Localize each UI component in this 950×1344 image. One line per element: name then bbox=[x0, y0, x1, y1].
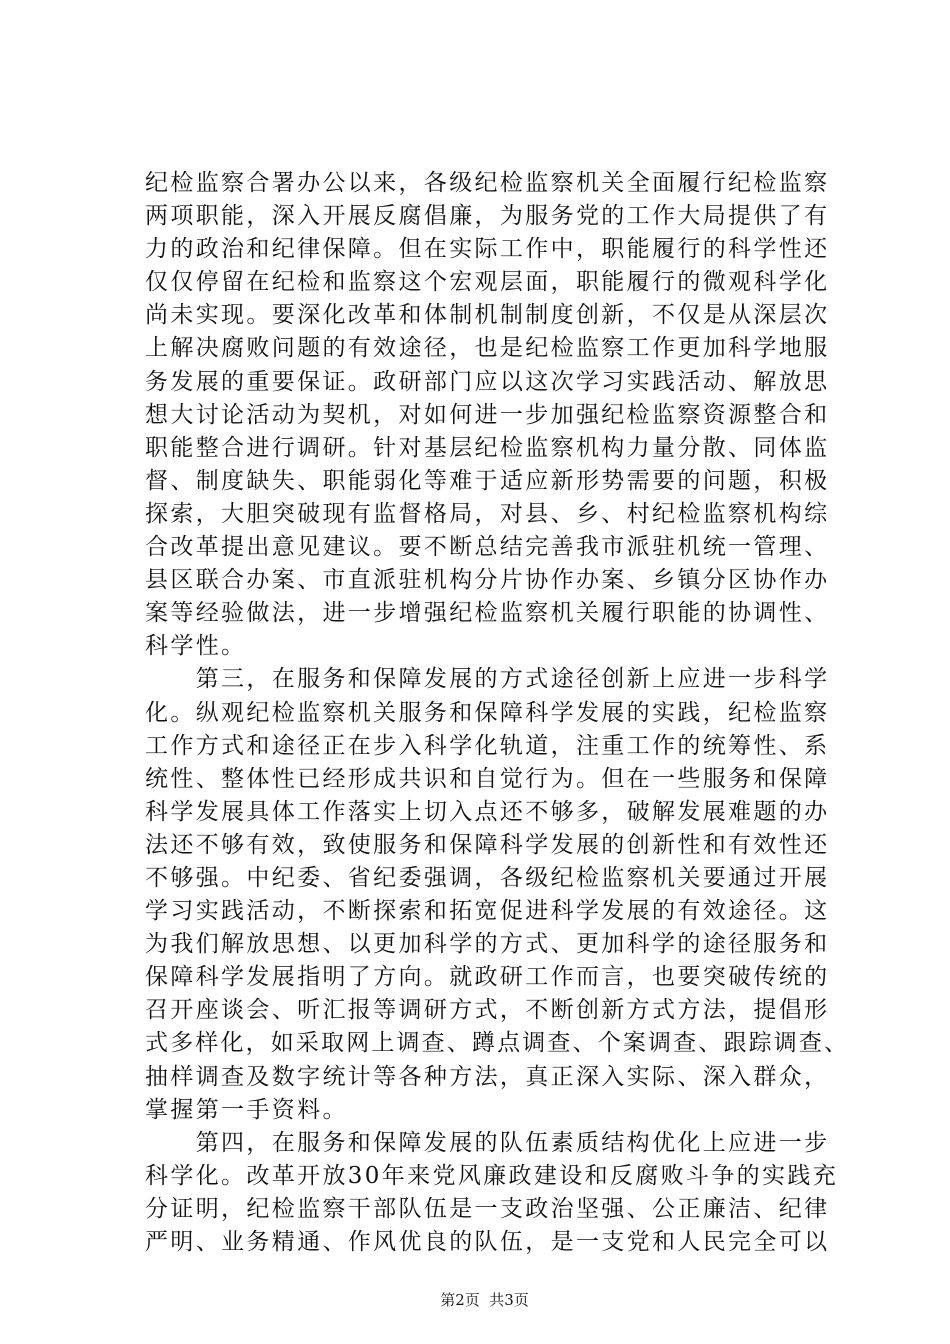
text-line: 分证明，纪检监察干部队伍是一支政治坚强、公正廉洁、纪律 bbox=[145, 1195, 830, 1222]
text-line: 召开座谈会、听汇报等调研方式，不断创新方式方法，提倡形 bbox=[145, 997, 830, 1024]
text-line: 督、制度缺失、职能弱化等难于适应新形势需要的问题，积极 bbox=[145, 467, 830, 494]
text-line: 职能整合进行调研。针对基层纪检监察机构力量分散、同体监 bbox=[145, 434, 830, 461]
text-line: 式多样化，如采取网上调查、蹲点调查、个案调查、跟踪调查、 bbox=[145, 1030, 850, 1057]
page-footer bbox=[0, 1270, 950, 1330]
text-line: 保障科学发展指明了方向。就政研工作而言，也要突破传统的 bbox=[145, 964, 830, 991]
text-line: 案等经验做法，进一步增强纪检监察机关履行职能的协调性、 bbox=[145, 600, 830, 627]
text-line: 力的政治和纪律保障。但在实际工作中，职能履行的科学性还 bbox=[145, 236, 830, 263]
text-line: 科学性。 bbox=[145, 633, 247, 660]
text-line: 不够强。中纪委、省纪委强调，各级纪检监察机关要通过开展 bbox=[145, 864, 830, 891]
text-line: 仅仅停留在纪检和监察这个宏观层面，职能履行的微观科学化 bbox=[145, 269, 830, 296]
text-line: 工作方式和途径正在步入科学化轨道，注重工作的统筹性、系 bbox=[145, 732, 830, 759]
text-line: 尚未实现。要深化改革和体制机制制度创新，不仅是从深层次 bbox=[145, 302, 830, 329]
text-line: 严明、业务精通、作风优良的队伍，是一支党和人民完全可以 bbox=[145, 1229, 830, 1255]
paragraph-start-line: 第三，在服务和保障发展的方式途径创新上应进一步科学 bbox=[145, 666, 830, 693]
text-line: 探索，大胆突破现有监督格局，对县、乡、村纪检监察机构综 bbox=[145, 500, 830, 527]
text-line: 抽样调查及数字统计等各种方法，真正深入实际、深入群众， bbox=[145, 1063, 830, 1090]
text-line: 务发展的重要保证。政研部门应以这次学习实践活动、解放思 bbox=[145, 368, 830, 395]
text-line: 科学化。改革开放30年来党风廉政建设和反腐败斗争的实践充 bbox=[145, 1162, 839, 1189]
text-line: 想大讨论活动为契机，对如何进一步加强纪检监察资源整合和 bbox=[145, 401, 830, 428]
paragraph-start-line: 第四，在服务和保障发展的队伍素质结构优化上应进一步 bbox=[145, 1129, 830, 1156]
text-line: 掌握第一手资料。 bbox=[145, 1096, 348, 1123]
text-line: 县区联合办案、市直派驻机构分片协作办案、乡镇分区协作办 bbox=[145, 567, 830, 594]
text-line: 为我们解放思想、以更加科学的方式、更加科学的途径服务和 bbox=[145, 931, 830, 958]
text-line: 法还不够有效，致使服务和保障科学发展的创新性和有效性还 bbox=[145, 831, 830, 858]
body-text bbox=[145, 167, 850, 1259]
text-line: 合改革提出意见建议。要不断总结完善我市派驻机统一管理、 bbox=[145, 534, 830, 561]
text-line: 学习实践活动，不断探索和拓宽促进科学发展的有效途径。这 bbox=[145, 898, 830, 925]
page-number: 第2页 共3页 bbox=[440, 1291, 529, 1309]
text-line: 上解决腐败问题的有效途径，也是纪检监察工作更加科学地服 bbox=[145, 335, 830, 362]
text-line: 纪检监察合署办公以来，各级纪检监察机关全面履行纪检监察 bbox=[145, 170, 830, 196]
text-line: 化。纵观纪检监察机关服务和保障科学发展的实践，纪检监察 bbox=[145, 699, 830, 726]
text-line: 科学发展具体工作落实上切入点还不够多，破解发展难题的办 bbox=[145, 798, 830, 825]
text-line: 统性、整体性已经形成共识和自觉行为。但在一些服务和保障 bbox=[145, 765, 830, 792]
text-line: 两项职能，深入开展反腐倡廉，为服务党的工作大局提供了有 bbox=[145, 203, 830, 230]
